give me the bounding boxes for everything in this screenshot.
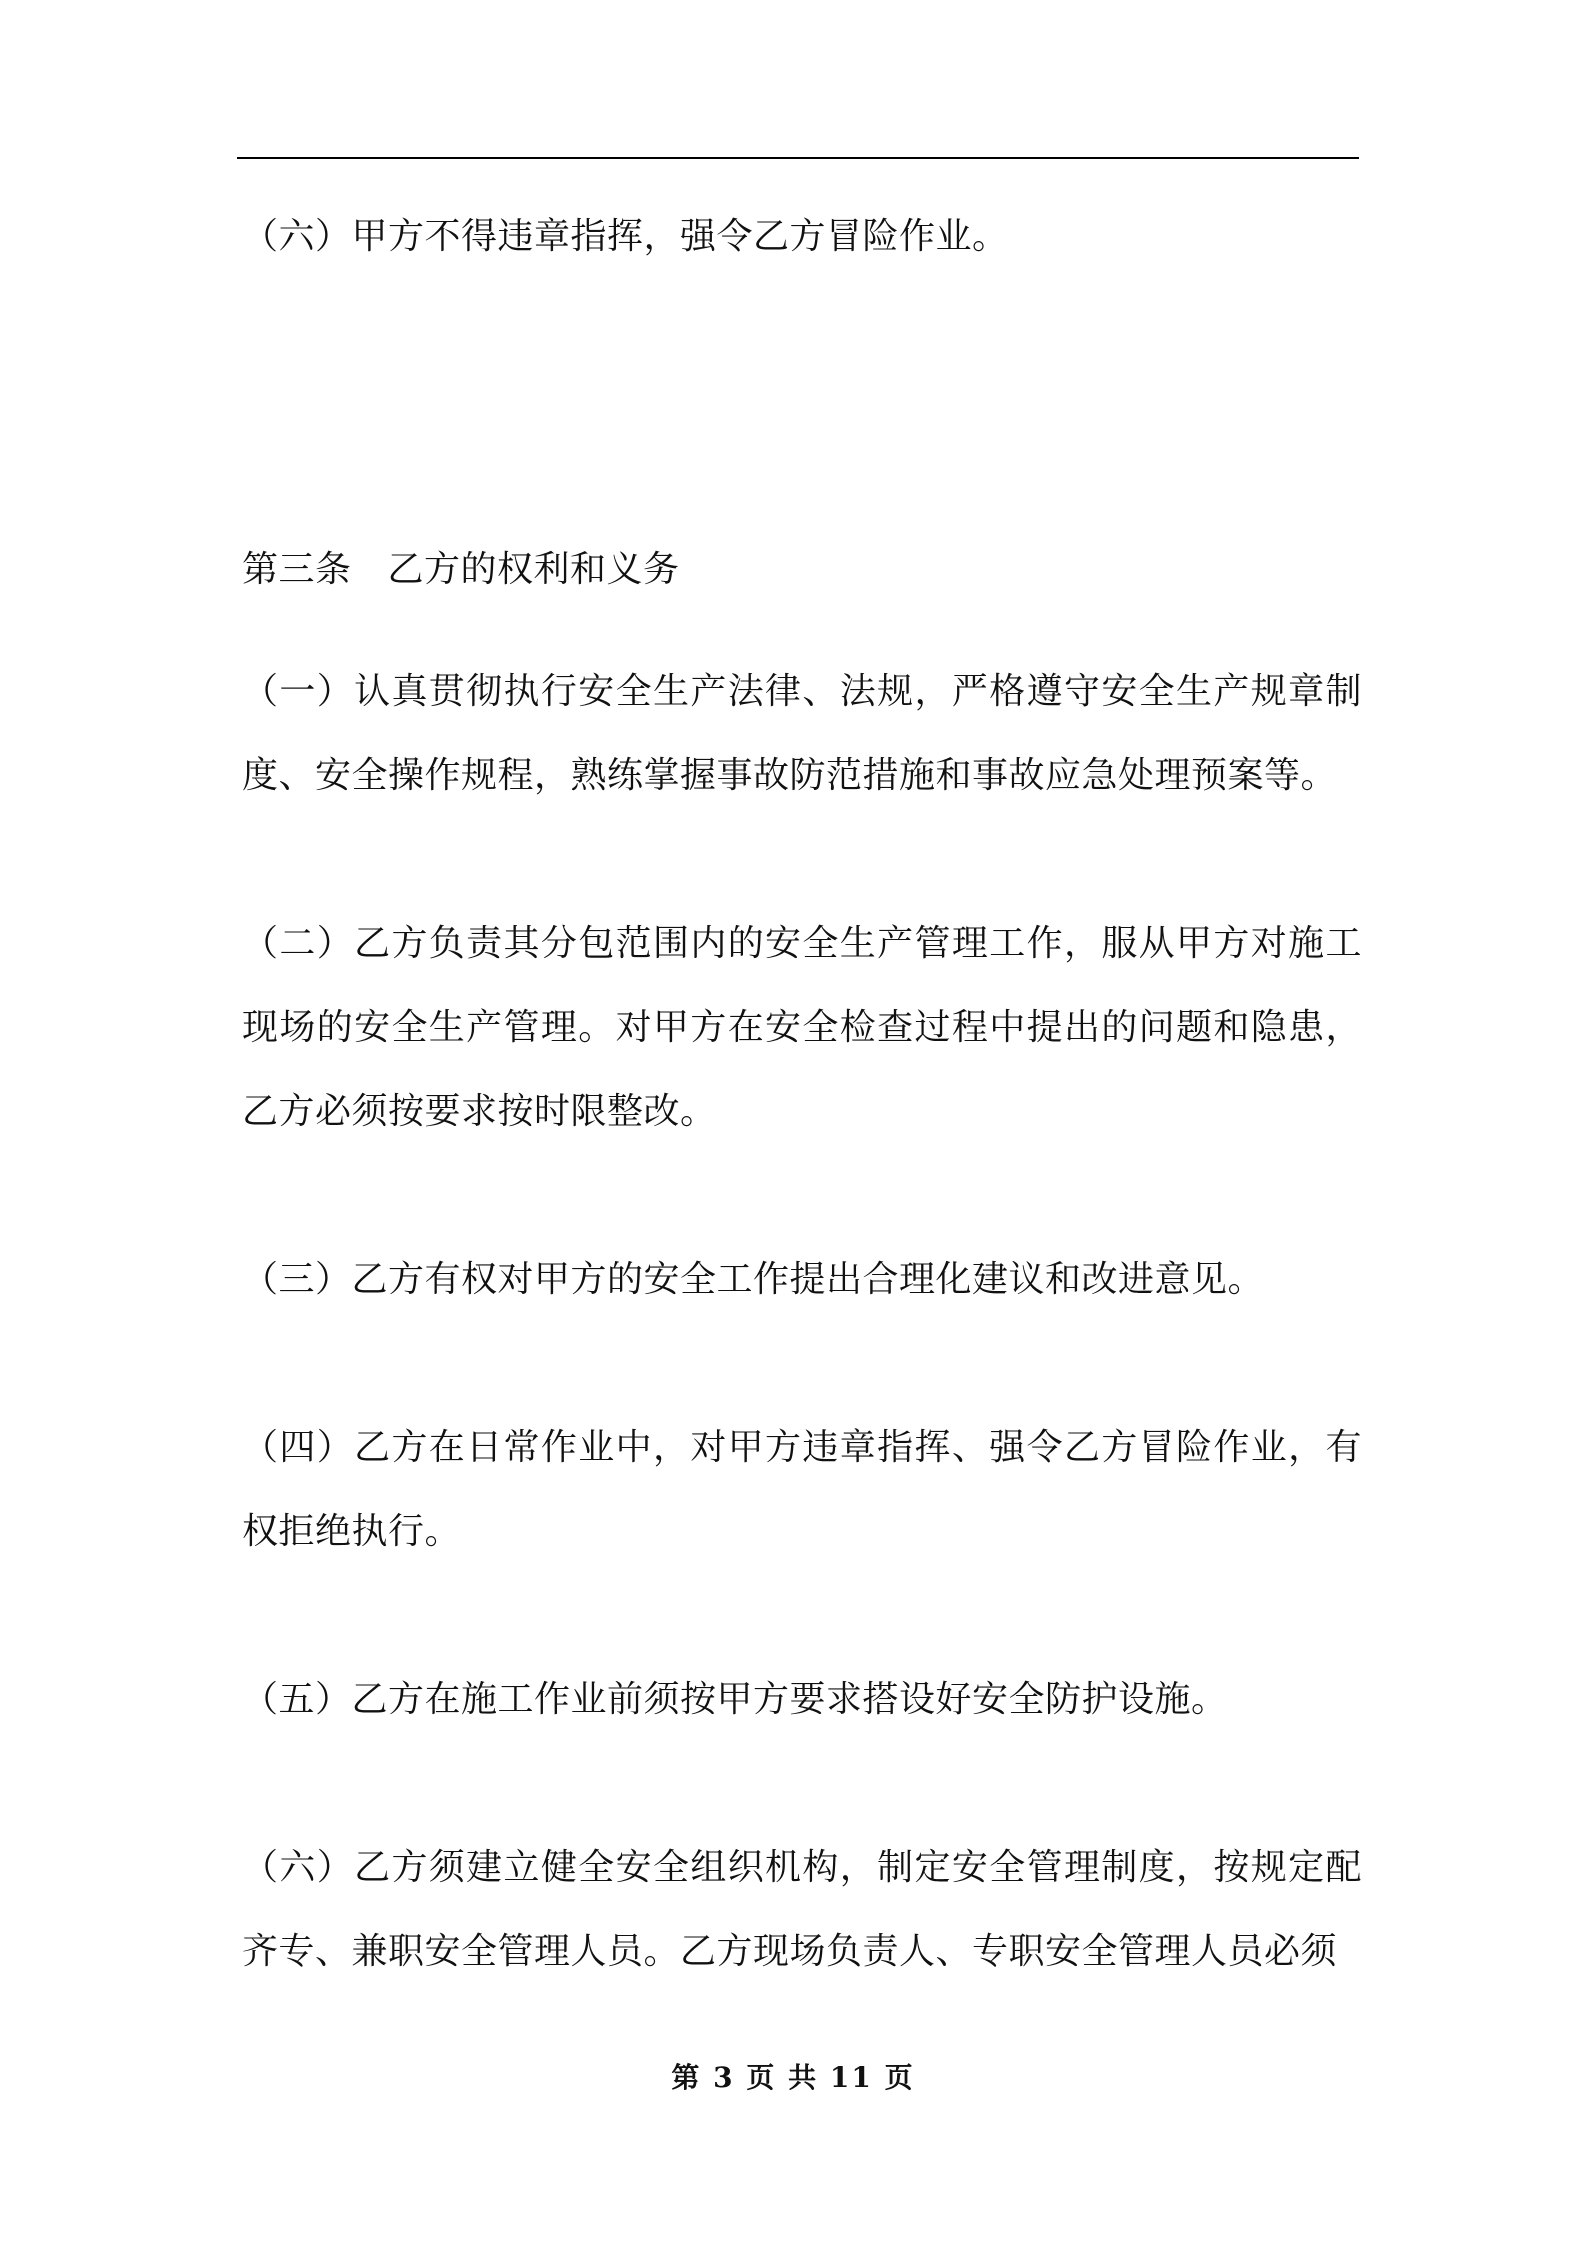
paragraph-5: （五）乙方在施工作业前须按甲方要求搭设好安全防护设施。 [242, 1679, 1228, 1720]
article-title: 乙方的权利和义务 [387, 549, 680, 590]
article-heading [242, 528, 1362, 612]
spacer [242, 818, 1362, 902]
paragraph-1: （一）认真贯彻执行安全生产法律、法规，严格遵守安全生产规章制度、安全操作规程，熟练掌握事故防范措施和事故应急处理预案等。 [242, 671, 1362, 796]
spacer [242, 612, 1362, 650]
spacer [242, 1322, 1362, 1406]
document-body [242, 195, 1362, 1994]
paragraph-2: （二）乙方负责其分包范围内的安全生产管理工作，服从甲方对施工现场的安全生产管理。对甲方在安全检查过程中提出的问题和隐患，乙方必须按要求按时限整改。 [242, 923, 1362, 1132]
spacer [242, 279, 1362, 444]
paragraph-party-a-6: （六）甲方不得违章指挥，强令乙方冒险作业。 [242, 216, 1009, 257]
page-number-footer: 第 3 页 共 11 页 [671, 2061, 915, 2094]
spacer [242, 444, 1362, 528]
paragraph-4: （四）乙方在日常作业中，对甲方违章指挥、强令乙方冒险作业，有权拒绝执行。 [242, 1427, 1362, 1552]
header-divider [237, 157, 1359, 159]
spacer [242, 1574, 1362, 1658]
paragraph-6: （六）乙方须建立健全安全组织机构，制定安全管理制度，按规定配齐专、兼职安全管理人员。乙方现场负责人、专职安全管理人员必须 [242, 1847, 1362, 1972]
spacer [242, 1154, 1362, 1238]
spacer [242, 1742, 1362, 1826]
paragraph-3: （三）乙方有权对甲方的安全工作提出合理化建议和改进意见。 [242, 1259, 1265, 1300]
article-number: 第三条 [242, 549, 352, 590]
